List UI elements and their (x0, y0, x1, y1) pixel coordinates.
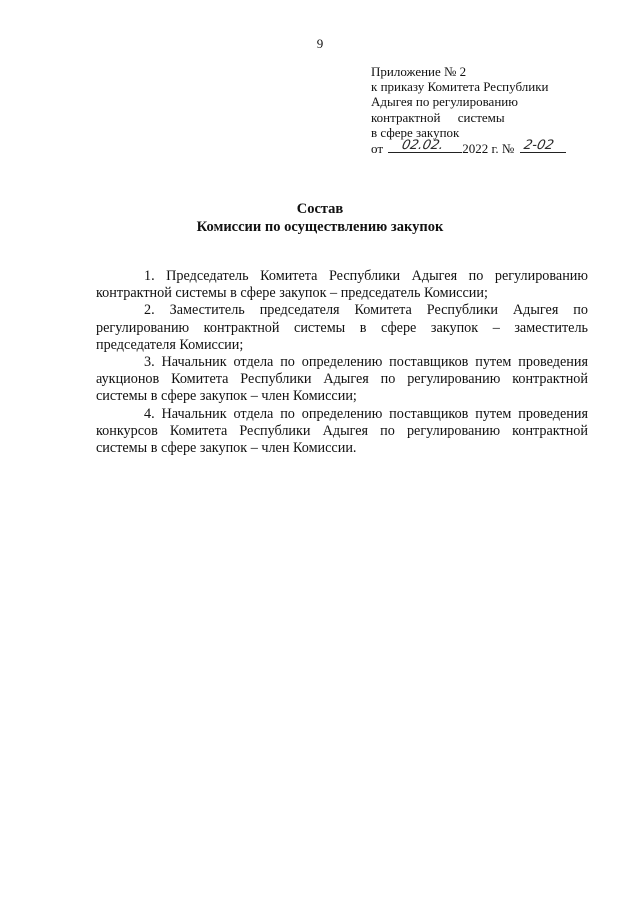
document-title (0, 200, 640, 236)
date-prefix: от (371, 141, 384, 157)
list-item: 2. Заместитель председателя Комитета Республики Адыгея по регулированию контрактной системы в сфере закупок – заместитель председателя Комиссии; (96, 302, 588, 353)
date-field (388, 140, 462, 153)
member-list (96, 268, 588, 457)
appendix-line: к приказу Комитета Республики (371, 79, 549, 95)
list-item: 4. Начальник отдела по определению поставщиков путем проведения конкурсов Комитета Республики Адыгея по регулированию контрактной системы в сфере закупок – член Комиссии. (96, 405, 588, 457)
appendix-line: контрактной системы (371, 109, 505, 125)
handwritten-date: 02.02. (400, 138, 446, 154)
appendix-line: в сфере закупок (371, 124, 460, 140)
appendix-header (371, 64, 601, 156)
title-line: Состав (296, 201, 344, 217)
number-field (520, 140, 566, 153)
appendix-line: Приложение № 2 (371, 64, 467, 79)
handwritten-number: 2-02 (521, 138, 555, 154)
appendix-line: Адыгея по регулированию (371, 94, 518, 110)
title-line: Комиссии по осуществлению закупок (196, 219, 444, 235)
appendix-date-line (371, 140, 601, 156)
list-item: 1. Председатель Комитета Республики Адыгея по регулированию контрактной системы в сфере закупок – председатель Комиссии; (96, 268, 588, 302)
year-text: 2022 г. № (462, 141, 515, 157)
list-item: 3. Начальник отдела по определению поставщиков путем проведения аукционов Комитета Республики Адыгея по регулированию контрактной системы в сфере закупок – член Комиссии; (96, 354, 588, 405)
page-number: 9 (316, 36, 324, 51)
